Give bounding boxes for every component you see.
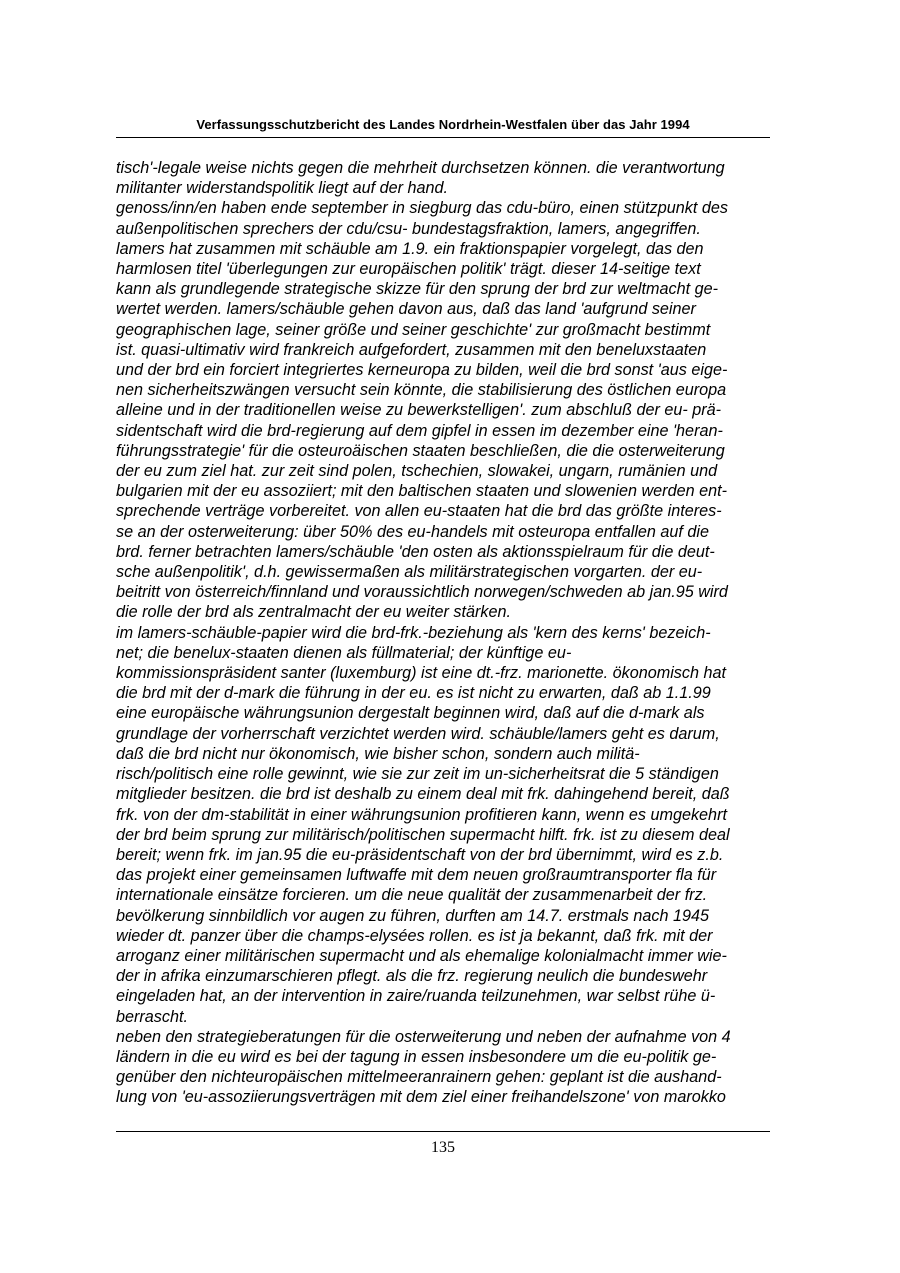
text-line: außenpolitischen sprechers der cdu/csu- bundestagsfraktion, lamers, angegriffen. <box>116 219 701 238</box>
text-line: der brd beim sprung zur militärisch/politischen supermacht hilft. frk. ist zu diesem deal <box>116 825 730 844</box>
text-line: berrascht. <box>116 1007 188 1026</box>
text-line: neben den strategieberatungen für die osterweiterung und neben der aufnahme von 4 <box>116 1027 731 1046</box>
text-line: der in afrika einzumarschieren pflegt. als die frz. regierung neulich die bundeswehr <box>116 967 708 986</box>
text-line: lung von 'eu-assoziierungsverträgen mit dem ziel einer freihandelszone' von marokko <box>116 1088 726 1107</box>
text-line: arroganz einer militärischen supermacht und als ehemalige kolonialmacht immer wie- <box>116 946 727 965</box>
running-header: Verfassungsschutzbericht des Landes Nordrhein-Westfalen über das Jahr 1994 <box>196 117 690 132</box>
text-line: wertet werden. lamers/schäuble gehen davon aus, daß das land 'aufgrund seiner <box>116 300 696 319</box>
text-line: genüber den nichteuropäischen mittelmeeranrainern gehen: geplant ist die aushand- <box>116 1068 722 1087</box>
text-line: tisch'-legale weise nichts gegen die mehrheit durchsetzen können. die verantwortung <box>116 159 725 177</box>
text-line: kommissionspräsident santer (luxemburg) ist eine dt.-frz. marionette. ökonomisch hat <box>116 664 726 683</box>
body-text <box>116 158 788 1108</box>
text-line: bulgarien mit der eu assoziiert; mit den baltischen staaten und slowenien werden ent- <box>116 482 727 501</box>
text-line: bevölkerung sinnbildlich vor augen zu führen, durften am 14.7. erstmals nach 1945 <box>116 906 710 925</box>
text-line: ländern in die eu wird es bei der tagung in essen insbesondere um die eu-politik ge- <box>116 1047 717 1066</box>
text-line: mitglieder besitzen. die brd ist deshalb zu einem deal mit frk. dahingehend bereit, daß <box>116 785 730 804</box>
text-line: net; die benelux-staaten dienen als füllmaterial; der künftige eu- <box>116 643 572 662</box>
page-number: 135 <box>431 1139 455 1156</box>
text-line: bereit; wenn frk. im jan.95 die eu-präsidentschaft von der brd übernimmt, wird es z.b. <box>116 845 724 864</box>
text-line: frk. von der dm-stabilität in einer währungsunion profitieren kann, wenn es umgekehrt <box>116 805 727 824</box>
text-line: geographischen lage, seiner größe und seiner geschichte' zur großmacht bestimmt <box>116 320 711 339</box>
text-line: brd. ferner betrachten lamers/schäuble 'den osten als aktionsspielraum für die deut- <box>116 542 715 561</box>
text-line: sprechende verträge vorbereitet. von allen eu-staaten hat die brd das größte interes- <box>116 502 722 521</box>
text-line: internationale einsätze forcieren. um die neue qualität der zusammenarbeit der frz. <box>116 886 708 905</box>
text-line: wieder dt. panzer über die champs-elysées rollen. es ist ja bekannt, daß frk. mit der <box>116 926 713 945</box>
text-line: die rolle der brd als zentralmacht der eu weiter stärken. <box>116 603 511 622</box>
text-line: sidentschaft wird die brd-regierung auf dem gipfel in essen im dezember eine 'heran- <box>116 421 723 440</box>
footer-divider <box>116 1131 770 1132</box>
text-line: kann als grundlegende strategische skizze für den sprung der brd zur weltmacht ge- <box>116 280 718 299</box>
text-line: risch/politisch eine rolle gewinnt, wie sie zur zeit im un-sicherheitsrat die 5 ständigen <box>116 765 719 784</box>
text-line: grundlage der vorherrschaft verzichtet werden wird. schäuble/lamers geht es darum, <box>116 724 720 743</box>
text-line: eingeladen hat, an der intervention in zaire/ruanda teilzunehmen, war selbst rühe ü- <box>116 987 716 1006</box>
text-line: und der brd ein forciert integriertes kerneuropa zu bilden, weil die brd sonst 'aus eige- <box>116 361 728 380</box>
text-line: führungsstrategie' für die osteuroäischen staaten beschließen, die die osterweiterung <box>116 441 725 460</box>
text-line: beitritt von österreich/finnland und voraussichtlich norwegen/schweden ab jan.95 wird <box>116 583 728 602</box>
text-line: harmlosen titel 'überlegungen zur europäischen politik' trägt. dieser 14-seitige text <box>116 260 701 279</box>
text-line: nen sicherheitszwängen versucht sein könnte, die stabilisierung des östlichen europa <box>116 381 727 400</box>
text-line: se an der osterweiterung: über 50% des eu-handels mit osteuropa entfallen auf die <box>116 522 710 541</box>
text-line: eine europäische währungsunion dergestalt beginnen wird, daß auf die d-mark als <box>116 704 705 723</box>
text-line: die brd mit der d-mark die führung in der eu. es ist nicht zu erwarten, daß ab 1.1.99 <box>116 684 711 703</box>
text-line: das projekt einer gemeinsamen luftwaffe mit dem neuen großraumtransporter fla für <box>116 866 717 885</box>
text-line: der eu zum ziel hat. zur zeit sind polen, tschechien, slowakei, ungarn, rumänien und <box>116 462 718 481</box>
header-divider <box>116 137 770 138</box>
text-line: sche außenpolitik', d.h. gewissermaßen als militärstrategischen vorgarten. der eu- <box>116 563 703 582</box>
text-line: ist. quasi-ultimativ wird frankreich aufgefordert, zusammen mit den beneluxstaaten <box>116 340 707 359</box>
text-line: genoss/inn/en haben ende september in siegburg das cdu-büro, einen stützpunkt des <box>116 199 728 218</box>
text-line: lamers hat zusammen mit schäuble am 1.9. ein fraktionspapier vorgelegt, das den <box>116 239 704 258</box>
text-line: alleine und in der traditionellen weise zu bewerkstelligen'. zum abschluß der eu- prä- <box>116 401 722 420</box>
text-line: im lamers-schäuble-papier wird die brd-frk.-beziehung als 'kern des kerns' bezeich- <box>116 623 711 642</box>
text-line: daß die brd nicht nur ökonomisch, wie bisher schon, sondern auch militä- <box>116 744 640 763</box>
text-line: militanter widerstandspolitik liegt auf der hand. <box>116 179 449 198</box>
